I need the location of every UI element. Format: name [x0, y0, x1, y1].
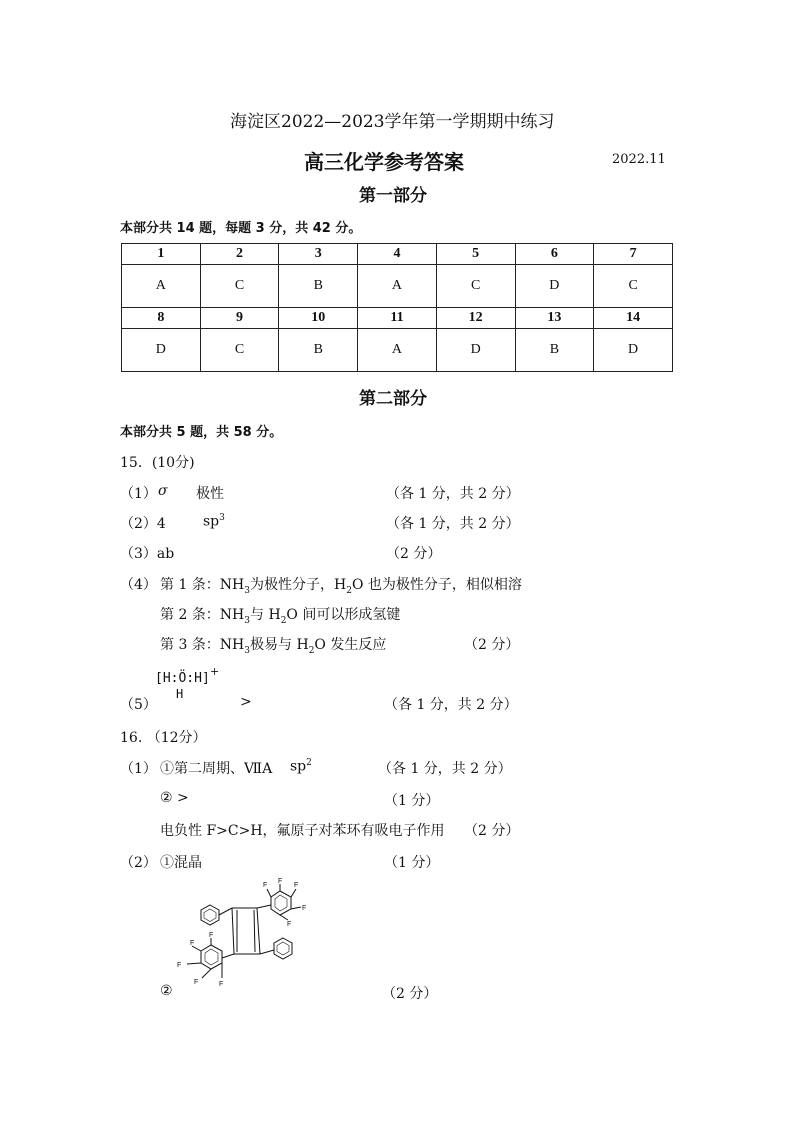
question-number: 5 [436, 244, 515, 265]
q15-s2-score: （各 1 分，共 2 分） [386, 516, 520, 532]
q16-s1-d-score: （2 分） [464, 823, 520, 839]
answer-cell: C [594, 265, 673, 308]
q16-s1-c-score: （1 分） [384, 793, 440, 809]
table-row-answers [122, 265, 673, 308]
table-row-numbers [122, 244, 673, 265]
q16-s2-b-score: （2 分） [382, 986, 438, 1002]
q16-s2-a: ①混晶 [160, 855, 202, 871]
q15-s2-b: $sp^3$ [203, 513, 225, 530]
answer-cell: A [358, 329, 437, 372]
answer-cell: B [515, 329, 594, 372]
ion-lower-h: H [176, 687, 184, 701]
q16-title: 16. （12分） [120, 730, 207, 746]
question-number: 3 [279, 244, 358, 265]
question-number: 1 [122, 244, 201, 265]
question-number: 13 [515, 308, 594, 329]
fluorine-label: F [302, 905, 307, 912]
answer-cell: D [436, 329, 515, 372]
cyclobutane-ring [232, 908, 260, 954]
ion-charge: + [210, 665, 220, 678]
fluorine-label: F [263, 882, 268, 889]
q15-s4-line2: 第 2 条：$NH_3$与 $H_2O$ 间可以形成氢键 [160, 607, 401, 626]
q16-s1-score: （各 1 分，共 2 分） [378, 761, 512, 777]
fluorine-label: F [287, 921, 292, 928]
answer-cell: D [594, 329, 673, 372]
q15-s5-label: （5） [120, 697, 157, 713]
answer-title: 高三化学参考答案 [304, 150, 464, 174]
table-row-answers [122, 329, 673, 372]
answer-cell: D [515, 265, 594, 308]
question-number: 14 [594, 308, 673, 329]
date: 2022.11 [612, 152, 666, 167]
answer-cell: C [200, 329, 279, 372]
fluorine-label: F [177, 962, 182, 969]
q15-s5-compare: > [240, 694, 252, 710]
q16-s1-b: $sp^2$ [290, 758, 312, 775]
part2-note: 本部分共 5 题，共 58 分。 [120, 425, 283, 440]
pentafluorophenyl-ring [271, 891, 291, 915]
answer-cell: C [200, 265, 279, 308]
cyclobutane-structure-diagram [174, 874, 322, 998]
fluorine-label: F [209, 932, 214, 939]
answer-cell: C [436, 265, 515, 308]
q15-s1-label: （1） [120, 486, 157, 502]
q15-s1-b: 极性 [196, 486, 224, 502]
fluorine-label: F [278, 878, 283, 885]
fluorine-label: F [294, 882, 299, 889]
q16-s2-a-score: （1 分） [384, 855, 440, 871]
answer-cell: B [279, 329, 358, 372]
answer-table [121, 243, 673, 372]
q15-s4-score: （2 分） [464, 637, 520, 653]
phenyl-ring-inner [204, 909, 216, 922]
phenyl-ring [201, 905, 219, 925]
q15-s3: （3）ab [120, 546, 175, 562]
q16-s1-c: ② > [160, 790, 189, 806]
question-number: 7 [594, 244, 673, 265]
q15-title: 15．(10分) [120, 455, 195, 471]
question-number: 6 [515, 244, 594, 265]
q16-s2-label: （2） [120, 855, 157, 871]
question-number: 8 [122, 308, 201, 329]
fluorine-label: F [194, 979, 199, 986]
pentafluorophenyl-ring [201, 945, 222, 969]
fluorine-label: F [219, 981, 224, 988]
q15-s2-label: （2）4 [120, 516, 166, 532]
question-number: 10 [279, 308, 358, 329]
q15-s4-line1: 第 1 条：$NH_3$为极性分子，$H_2O$ 也为极性分子，相似相溶 [160, 577, 522, 596]
question-number: 12 [436, 308, 515, 329]
q15-s5-score: （各 1 分，共 2 分） [384, 697, 518, 713]
question-number: 4 [358, 244, 437, 265]
fluorine-label: F [190, 940, 195, 947]
q16-s1-d: 电负性 F>C>H，氟原子对苯环有吸电子作用 [160, 823, 445, 839]
q15-s1-a: σ [158, 483, 168, 499]
part1-note: 本部分共 14 题，每题 3 分，共 42 分。 [120, 221, 362, 236]
answer-cell: D [122, 329, 201, 372]
q15-s4-line3: 第 3 条：$NH_3$极易与 $H_2O$ 发生反应 [160, 637, 387, 656]
question-number: 2 [200, 244, 279, 265]
ion-formula: [H:Ö:H] [155, 671, 210, 686]
part2-heading: 第二部分 [359, 389, 427, 409]
q16-s1-a: ①第二周期、ⅦA [160, 761, 273, 777]
answer-cell: B [279, 265, 358, 308]
q16-s2-b: ② [160, 983, 173, 999]
q15-s4-label: （4） [120, 577, 157, 593]
table-row-numbers [122, 308, 673, 329]
q15-s3-score: （2 分） [386, 546, 442, 562]
q15-s1-score: （各 1 分，共 2 分） [386, 486, 520, 502]
q16-s1-label: （1） [120, 761, 157, 777]
question-number: 11 [358, 308, 437, 329]
answer-cell: A [122, 265, 201, 308]
part1-heading: 第一部分 [359, 186, 427, 206]
hydronium-electron-formula [155, 665, 225, 708]
question-number: 9 [200, 308, 279, 329]
answer-cell: A [358, 265, 437, 308]
document-title: 海淀区2022—2023学年第一学期期中练习 [230, 112, 555, 132]
